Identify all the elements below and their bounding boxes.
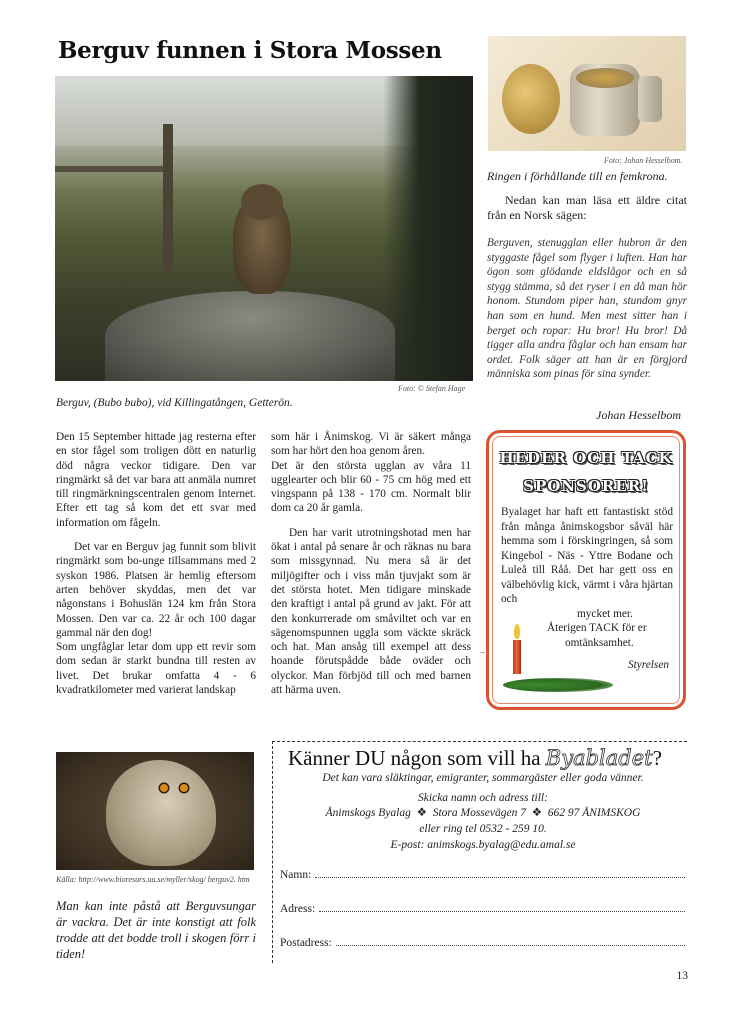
paragraph: Den 15 September hittade jag resterna efter en stor fågel som troligen dött en naturlig död några veckor tidigare. Den var ringmärkt så det var bara att anmäla numret till ringmärkningscentralen genom Internet. Efter ett tag så kom det ett svar med information om fågeln. <box>56 431 256 529</box>
main-photo-credit: Foto: © Stefan Hage <box>398 384 466 393</box>
owl-chick-figure <box>106 760 216 866</box>
address-field[interactable] <box>280 901 685 915</box>
quote-author: Johan Hesselbom <box>596 408 681 422</box>
photo-tree <box>383 76 473 381</box>
sponsor-signature: Styrelsen <box>628 659 669 671</box>
article-column-2 <box>271 430 471 697</box>
name-field-line[interactable] <box>315 867 685 878</box>
coupon-subtitle: Det kan vara släktingar, emigranter, sommargäster eller goda vänner. <box>322 772 644 784</box>
chick-photo-source: Källa: http://www.bioresurs.uu.se/myller/skog/ berguv2. htm <box>56 875 250 884</box>
sponsor-thanks-line-2: omtänksamhet. <box>565 636 634 649</box>
coupon-title-suffix: ? <box>652 746 662 770</box>
holly-branch-icon <box>503 678 613 692</box>
postal-address-field-label: Postadress: <box>280 937 332 949</box>
coupon-email: E-post: animskogs.byalag@edu.amal.se <box>390 839 576 851</box>
paragraph: Det var en Berguv jag funnit som blivit ringmärkt som bo-unge tillsammans med 2 syskon 1986. Platsen är hemlig eftersom arten behöver skyddas, men det var någonstans i Bohuslän 124 km från Stora Mossen. Den var ca. 22 år och 100 dagar gammal när den dog! <box>56 541 256 639</box>
quote-intro-text: Nedan kan man läsa ett äldre citat från en Norsk sägen: <box>487 193 687 222</box>
diamond-flower-icon: ❖ <box>531 807 543 819</box>
coupon-cut-line-top <box>272 741 687 742</box>
sponsor-heading-line-2: SPONSORER! <box>523 477 649 495</box>
article-column-1 <box>56 430 256 697</box>
postal-address-field[interactable] <box>280 935 685 949</box>
sponsor-text: Byalaget har haft ett fantastiskt stöd från många ånimskogsbor såväl här hemma som i förskingringen, så som Kingebol - Näs - Yttre Bodane och Luleå till Råå. Det har gett oss en välbehövlig kick, värmt i våra hjärtan och <box>501 506 673 605</box>
coupon-address <box>278 806 688 822</box>
address-field-line[interactable] <box>319 901 685 912</box>
diamond-flower-icon: ❖ <box>416 807 427 819</box>
address-postal: 662 97 ÅNIMSKOG <box>547 807 641 819</box>
sponsor-heading-line-1: HEDER OCH TACK <box>499 449 673 467</box>
eagle-owl-photo <box>55 76 473 381</box>
chick-photo-caption: Man kan inte påstå att Berguvsungar är vackra. Det är inte konstigt att folk trodde att det bodde troll i skogen förr i tiden! <box>56 899 256 961</box>
ring-and-coin-photo <box>488 36 686 151</box>
owl-head <box>241 184 283 220</box>
coupon-title-prefix: Känner DU någon som vill ha <box>288 746 546 770</box>
coupon-phone: eller ring tel 0532 - 259 10. <box>419 823 547 835</box>
paragraph: Det är den största ugglan av våra 11 ugglearter och blir 60 - 75 cm hög med ett vingspann på 138 - 170 cm. Normalt blir dom ca 20 år gamla. <box>271 459 471 515</box>
sponsor-text-tail: mycket mer. <box>577 607 633 620</box>
page-number: 13 <box>676 970 688 982</box>
photo-fence-rail <box>55 166 173 172</box>
arrow-marker-icon: → <box>478 647 486 656</box>
norwegian-legend-quote: Berguven, stenugglan eller hubron är den styggaste fågel som flyger i luften. Han har ögon som glödande eldslågor och en så stygg stämma, så det ryser i en då man hör honom. Stundom piper han, stundom gnyr han som en hund. Men mest sitter han i berget och ropar: Hu bror! Hu bror! Då tigger alla andra fåglar och han ensam har ordet. Folk säger att han är en förgjord människa som pinas för sina synder. <box>487 237 687 381</box>
five-krona-coin <box>502 64 560 134</box>
address-street: Stora Mossevägen 7 <box>432 807 526 819</box>
postal-address-field-line[interactable] <box>336 935 685 946</box>
candle-icon <box>513 640 521 674</box>
candle-flame-icon <box>514 624 520 639</box>
bird-ring-tab <box>638 76 662 122</box>
name-field-label: Namn: <box>280 869 312 881</box>
paragraph: Som ungfåglar letar dom upp ett revir som dom sedan är starkt bundna till resten av livet. Det brukar omfatta 4 - 6 kvadratkilometer med varierat landskap <box>56 641 256 697</box>
coupon-send-to: Skicka namn och adress till: <box>418 792 548 804</box>
photo-fence-post <box>163 124 173 274</box>
sponsor-thanks-line-1: Återigen TACK för er <box>547 622 647 634</box>
bird-ring-opening <box>576 68 634 88</box>
owl-chick-photo <box>56 752 254 870</box>
address-org: Ånimskogs Byalag <box>325 807 411 819</box>
main-photo-caption: Berguv, (Bubo bubo), vid Killingatången, Getterön. <box>56 397 293 409</box>
ring-photo-caption: Ringen i förhållande till en femkrona. <box>487 169 668 183</box>
article-title: Berguv funnen i Stora Mossen <box>58 37 442 64</box>
coupon-title <box>288 746 662 771</box>
owl-chick-eye <box>180 784 188 792</box>
quote-intro <box>487 193 687 223</box>
name-field[interactable] <box>280 867 685 881</box>
owl-chick-eye <box>160 784 168 792</box>
coupon-title-brand: Byabladet <box>545 746 653 770</box>
coupon-cut-line-left <box>272 741 273 963</box>
paragraph: Den har varit utrotningshotad men har ökat i antal på senare år och räknas nu bara som missgynnad. Nu mera så är det miljögifter och i viss mån tjuvjakt som är det största hotet. Men tidigare minskade den kraftigt i antal på grund av jakt. För att den konkurrerade om småviltet och var en sägenomspunnen uggla som väckte skräck och hat. Man ansåg till exempel att dess hoande förutspådde både oväder och olyckor. Man förbjöd till och med barnen att härma uven. <box>271 526 471 697</box>
photo-rock <box>105 291 395 381</box>
address-field-label: Adress: <box>280 903 316 915</box>
paragraph: som här i Ånimskog. Vi är säkert många som har hört den hoa genom åren. <box>271 431 471 458</box>
ring-photo-credit: Foto: Johan Hesselbom. <box>604 156 683 165</box>
